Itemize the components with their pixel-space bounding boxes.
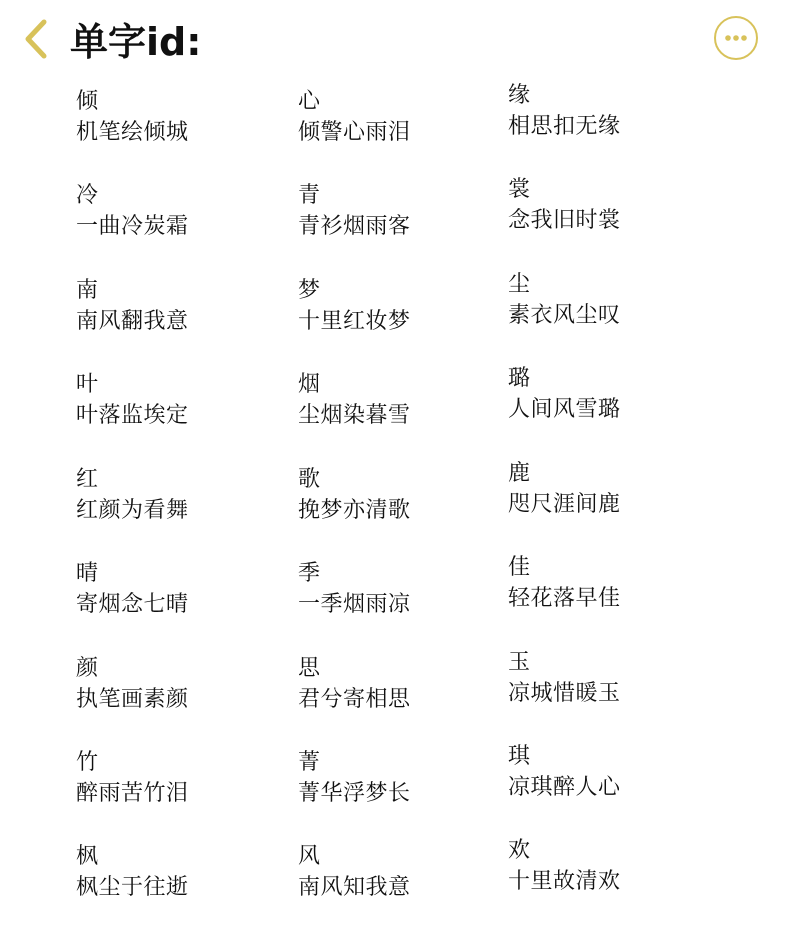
single-character: 红 [76, 467, 99, 492]
id-entry [298, 655, 518, 714]
phrase-text: 红颜为看舞 [76, 498, 189, 523]
single-character: 尘 [508, 272, 531, 297]
header-bar [0, 0, 800, 88]
page-title: 单字id: [70, 20, 202, 64]
phrase-text: 十里故清欢 [508, 869, 621, 894]
phrase-text: 叶落监埃定 [76, 403, 189, 428]
id-entry [508, 837, 728, 896]
id-entry [76, 843, 296, 902]
id-entry [298, 843, 518, 902]
id-entry [298, 371, 518, 430]
phrase-text: 执笔画素颜 [76, 687, 189, 712]
phrase-text: 凉琪醉人心 [508, 775, 621, 800]
id-entry [76, 655, 296, 714]
phrase-text: 君兮寄相思 [298, 687, 411, 712]
phrase-text: 十里红妆梦 [298, 309, 411, 334]
id-entry [508, 649, 728, 708]
single-character: 菁 [298, 750, 321, 775]
single-character: 竹 [76, 750, 99, 775]
single-character: 青 [298, 183, 321, 208]
phrase-text: 一曲冷炭霜 [76, 214, 189, 239]
single-character: 心 [298, 89, 321, 114]
phrase-text: 挽梦亦清歌 [298, 498, 411, 523]
phrase-text: 轻花落早佳 [508, 586, 621, 611]
single-character: 鹿 [508, 461, 531, 486]
phrase-text: 南风翻我意 [76, 309, 189, 334]
id-entry [508, 176, 728, 235]
phrase-text: 人间风雪璐 [508, 397, 621, 422]
phrase-text: 机笔绘倾城 [76, 120, 189, 145]
phrase-text: 南风知我意 [298, 875, 411, 900]
phrase-text: 青衫烟雨客 [298, 214, 411, 239]
id-entry [76, 371, 296, 430]
id-entry [508, 743, 728, 802]
id-entry [298, 749, 518, 808]
phrase-text: 念我旧时裳 [508, 208, 621, 233]
more-button[interactable] [714, 16, 758, 60]
single-character: 欢 [508, 838, 531, 863]
single-character: 梦 [298, 278, 321, 303]
phrase-text: 凉城惜暖玉 [508, 681, 621, 706]
phrase-text: 菁华浮梦长 [298, 781, 411, 806]
id-entry [298, 277, 518, 336]
id-entry [76, 749, 296, 808]
single-character: 叶 [76, 372, 99, 397]
single-character: 冷 [76, 183, 99, 208]
single-character: 缘 [508, 83, 531, 108]
id-entry [76, 277, 296, 336]
id-entry [76, 182, 296, 241]
single-character: 烟 [298, 372, 321, 397]
single-character: 风 [298, 844, 321, 869]
single-character: 思 [298, 656, 321, 681]
single-character: 颜 [76, 656, 99, 681]
chevron-left-icon [14, 14, 60, 64]
id-entry [76, 88, 296, 147]
single-character: 季 [298, 561, 321, 586]
id-entry [508, 460, 728, 519]
phrase-text: 尘烟染暮雪 [298, 403, 411, 428]
single-character: 佳 [508, 555, 531, 580]
phrase-text: 寄烟念七晴 [76, 592, 189, 617]
single-character: 歌 [298, 467, 321, 492]
id-entry [508, 271, 728, 330]
single-character: 玉 [508, 650, 531, 675]
id-entry [298, 88, 518, 147]
id-entry [298, 466, 518, 525]
single-character: 裳 [508, 177, 531, 202]
single-character: 枫 [76, 844, 99, 869]
single-character: 琪 [508, 744, 531, 769]
single-character: 璐 [508, 366, 531, 391]
phrase-text: 醉雨苦竹泪 [76, 781, 189, 806]
back-button[interactable] [14, 14, 60, 64]
phrase-text: 枫尘于往逝 [76, 875, 189, 900]
phrase-text: 咫尺涯间鹿 [508, 492, 621, 517]
id-entry [76, 466, 296, 525]
phrase-text: 相思扣无缘 [508, 114, 621, 139]
single-character: 倾 [76, 89, 99, 114]
id-entry [508, 554, 728, 613]
id-entry [76, 560, 296, 619]
id-entry [298, 182, 518, 241]
more-dots-icon [716, 18, 756, 58]
single-character: 南 [76, 278, 99, 303]
id-entry [508, 365, 728, 424]
phrase-text: 素衣风尘叹 [508, 303, 621, 328]
single-character: 晴 [76, 561, 99, 586]
id-entry [298, 560, 518, 619]
phrase-text: 一季烟雨凉 [298, 592, 411, 617]
id-entry [508, 82, 728, 141]
phrase-text: 倾警心雨泪 [298, 120, 411, 145]
